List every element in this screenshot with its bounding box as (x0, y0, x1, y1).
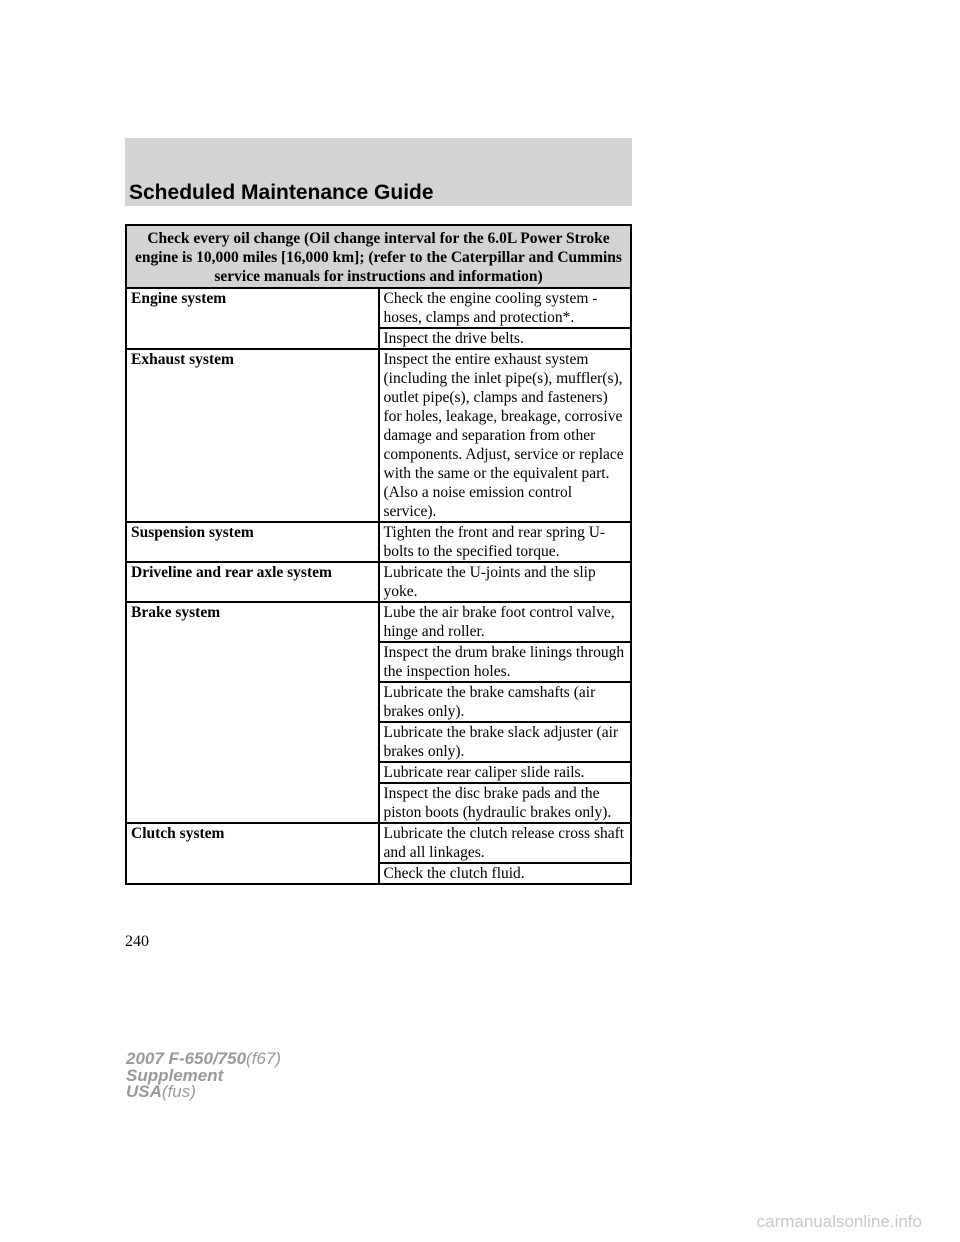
footer-model-code: (f67) (246, 1049, 282, 1068)
footer-region-code: (fus) (161, 1082, 196, 1101)
maintenance-item-cell: Lubricate the U-joints and the slip yoke. (379, 562, 632, 602)
system-name-cell: Engine system (126, 288, 379, 349)
footer-supplement: Supplement (126, 1065, 224, 1085)
section-header-band (125, 138, 632, 206)
maintenance-table (125, 224, 632, 885)
page-number: 240 (125, 933, 149, 950)
maintenance-item-cell: Check the clutch fluid. (379, 863, 632, 884)
maintenance-item-cell: Lubricate the clutch release cross shaft and all linkages. (379, 823, 632, 863)
table-row (126, 522, 631, 562)
footer-line-region (126, 1084, 281, 1101)
maintenance-item-cell: Lubricate the brake camshafts (air brakes only). (379, 682, 632, 722)
table-row (126, 823, 631, 863)
maintenance-item-cell: Lube the air brake foot control valve, hinge and roller. (379, 602, 632, 642)
system-name-cell: Suspension system (126, 522, 379, 562)
table-heading: Check every oil change (Oil change interval for the 6.0L Power Stroke engine is 10,000 miles [16,000 km]; (refer to the Caterpillar and Cummins service manuals for instructions and information) (126, 225, 631, 288)
maintenance-item-cell: Inspect the entire exhaust system (including the inlet pipe(s), muffler(s), outlet pipe(s), clamps and fasteners) for holes, leakage, breakage, corrosive damage and separation from other components. Adjust, service or replace with the same or the equivalent part. (Also a noise emission control service). (379, 349, 632, 522)
maintenance-item-cell: Inspect the drive belts. (379, 328, 632, 349)
table-row (126, 288, 631, 328)
watermark: carmanualsonline.info (756, 1212, 922, 1231)
system-name-cell: Driveline and rear axle system (126, 562, 379, 602)
table-body (126, 288, 631, 884)
table-row (126, 602, 631, 642)
document-footer (126, 1051, 281, 1101)
maintenance-item-cell: Lubricate rear caliper slide rails. (379, 762, 632, 783)
maintenance-item-cell: Tighten the front and rear spring U-bolts to the specified torque. (379, 522, 632, 562)
table-header-row (126, 225, 631, 288)
footer-region: USA (126, 1082, 162, 1101)
section-title: Scheduled Maintenance Guide (129, 181, 434, 204)
footer-model: 2007 F-650/750 (126, 1049, 247, 1068)
maintenance-item-cell: Check the engine cooling system - hoses, clamps and protection*. (379, 288, 632, 328)
system-name-cell: Exhaust system (126, 349, 379, 522)
system-name-cell: Clutch system (126, 823, 379, 884)
table-row (126, 349, 631, 522)
maintenance-item-cell: Inspect the disc brake pads and the piston boots (hydraulic brakes only). (379, 783, 632, 823)
maintenance-item-cell: Lubricate the brake slack adjuster (air brakes only). (379, 722, 632, 762)
system-name-cell: Brake system (126, 602, 379, 823)
table-row (126, 562, 631, 602)
maintenance-item-cell: Inspect the drum brake linings through the inspection holes. (379, 642, 632, 682)
